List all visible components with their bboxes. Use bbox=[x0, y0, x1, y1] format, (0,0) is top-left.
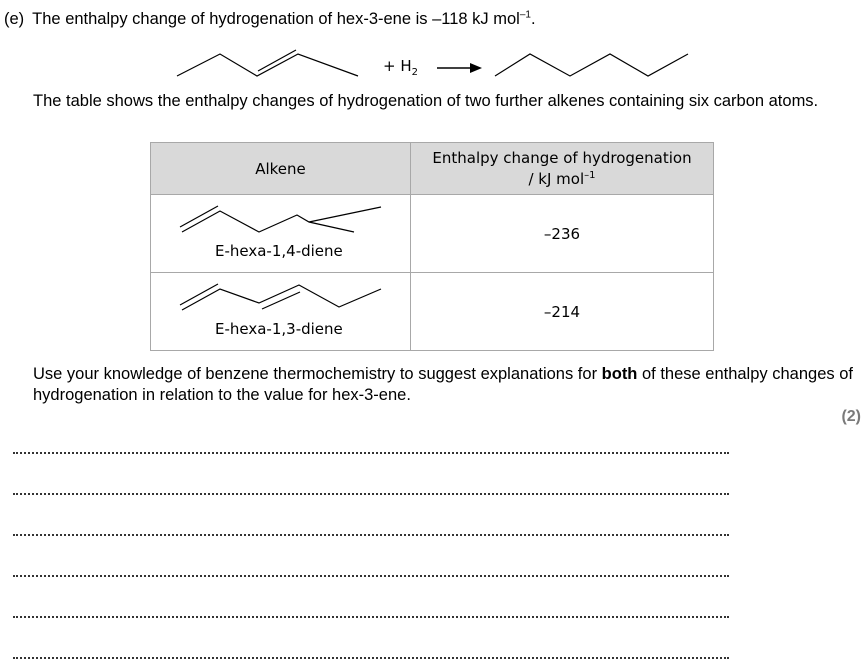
hexa-1-3-diene-structure bbox=[179, 283, 389, 319]
question-label: (e) bbox=[4, 10, 25, 28]
answer-line[interactable] bbox=[13, 534, 729, 536]
alkene-cell bbox=[151, 195, 411, 273]
enthalpy-value: –214 bbox=[411, 273, 714, 351]
table-row bbox=[151, 195, 714, 273]
answer-line[interactable] bbox=[13, 575, 729, 577]
hydrogen-reagent: + $H_2$ bbox=[383, 57, 418, 78]
reaction-equation bbox=[170, 44, 700, 86]
answer-line[interactable] bbox=[13, 452, 729, 454]
question-main: The enthalpy change of hydrogenation of hex-3-ene is –118 kJ mol bbox=[32, 10, 520, 28]
alkene-name: E-hexa-1,3-diene bbox=[215, 320, 343, 338]
enthalpy-value: –236 bbox=[411, 195, 714, 273]
question-unit-sup: –1 bbox=[519, 9, 531, 21]
question-prompt: Use your knowledge of benzene thermochemistry to suggest explanations for both of these enthalpy changes of hydrogenation in relation to the value for hex-3-ene. bbox=[33, 365, 853, 404]
answer-line[interactable] bbox=[13, 493, 729, 495]
answer-line[interactable] bbox=[13, 657, 729, 659]
enthalpy-table bbox=[150, 142, 714, 351]
question-end: . bbox=[530, 10, 536, 28]
alkene-cell bbox=[151, 273, 411, 351]
hex-3-ene-skeletal-formula bbox=[170, 44, 700, 86]
table-header-row bbox=[151, 143, 714, 195]
header-alkene: Alkene bbox=[151, 143, 411, 195]
question-text bbox=[4, 10, 536, 29]
alkene-name: E-hexa-1,4-diene bbox=[215, 242, 343, 260]
marks-badge: (2) bbox=[841, 408, 861, 425]
prompt-bold: both bbox=[601, 365, 638, 383]
table-row bbox=[151, 273, 714, 351]
hexa-1-4-diene-structure bbox=[179, 205, 389, 241]
header-enthalpy: Enthalpy change of hydrogenation / kJ mol$^{-1}$ bbox=[411, 143, 714, 195]
hexane-skeletal-formula bbox=[495, 54, 688, 76]
intro-text: The table shows the enthalpy changes of hydrogenation of two further alkenes containing six carbon atoms. bbox=[33, 92, 819, 110]
answer-line[interactable] bbox=[13, 616, 729, 618]
